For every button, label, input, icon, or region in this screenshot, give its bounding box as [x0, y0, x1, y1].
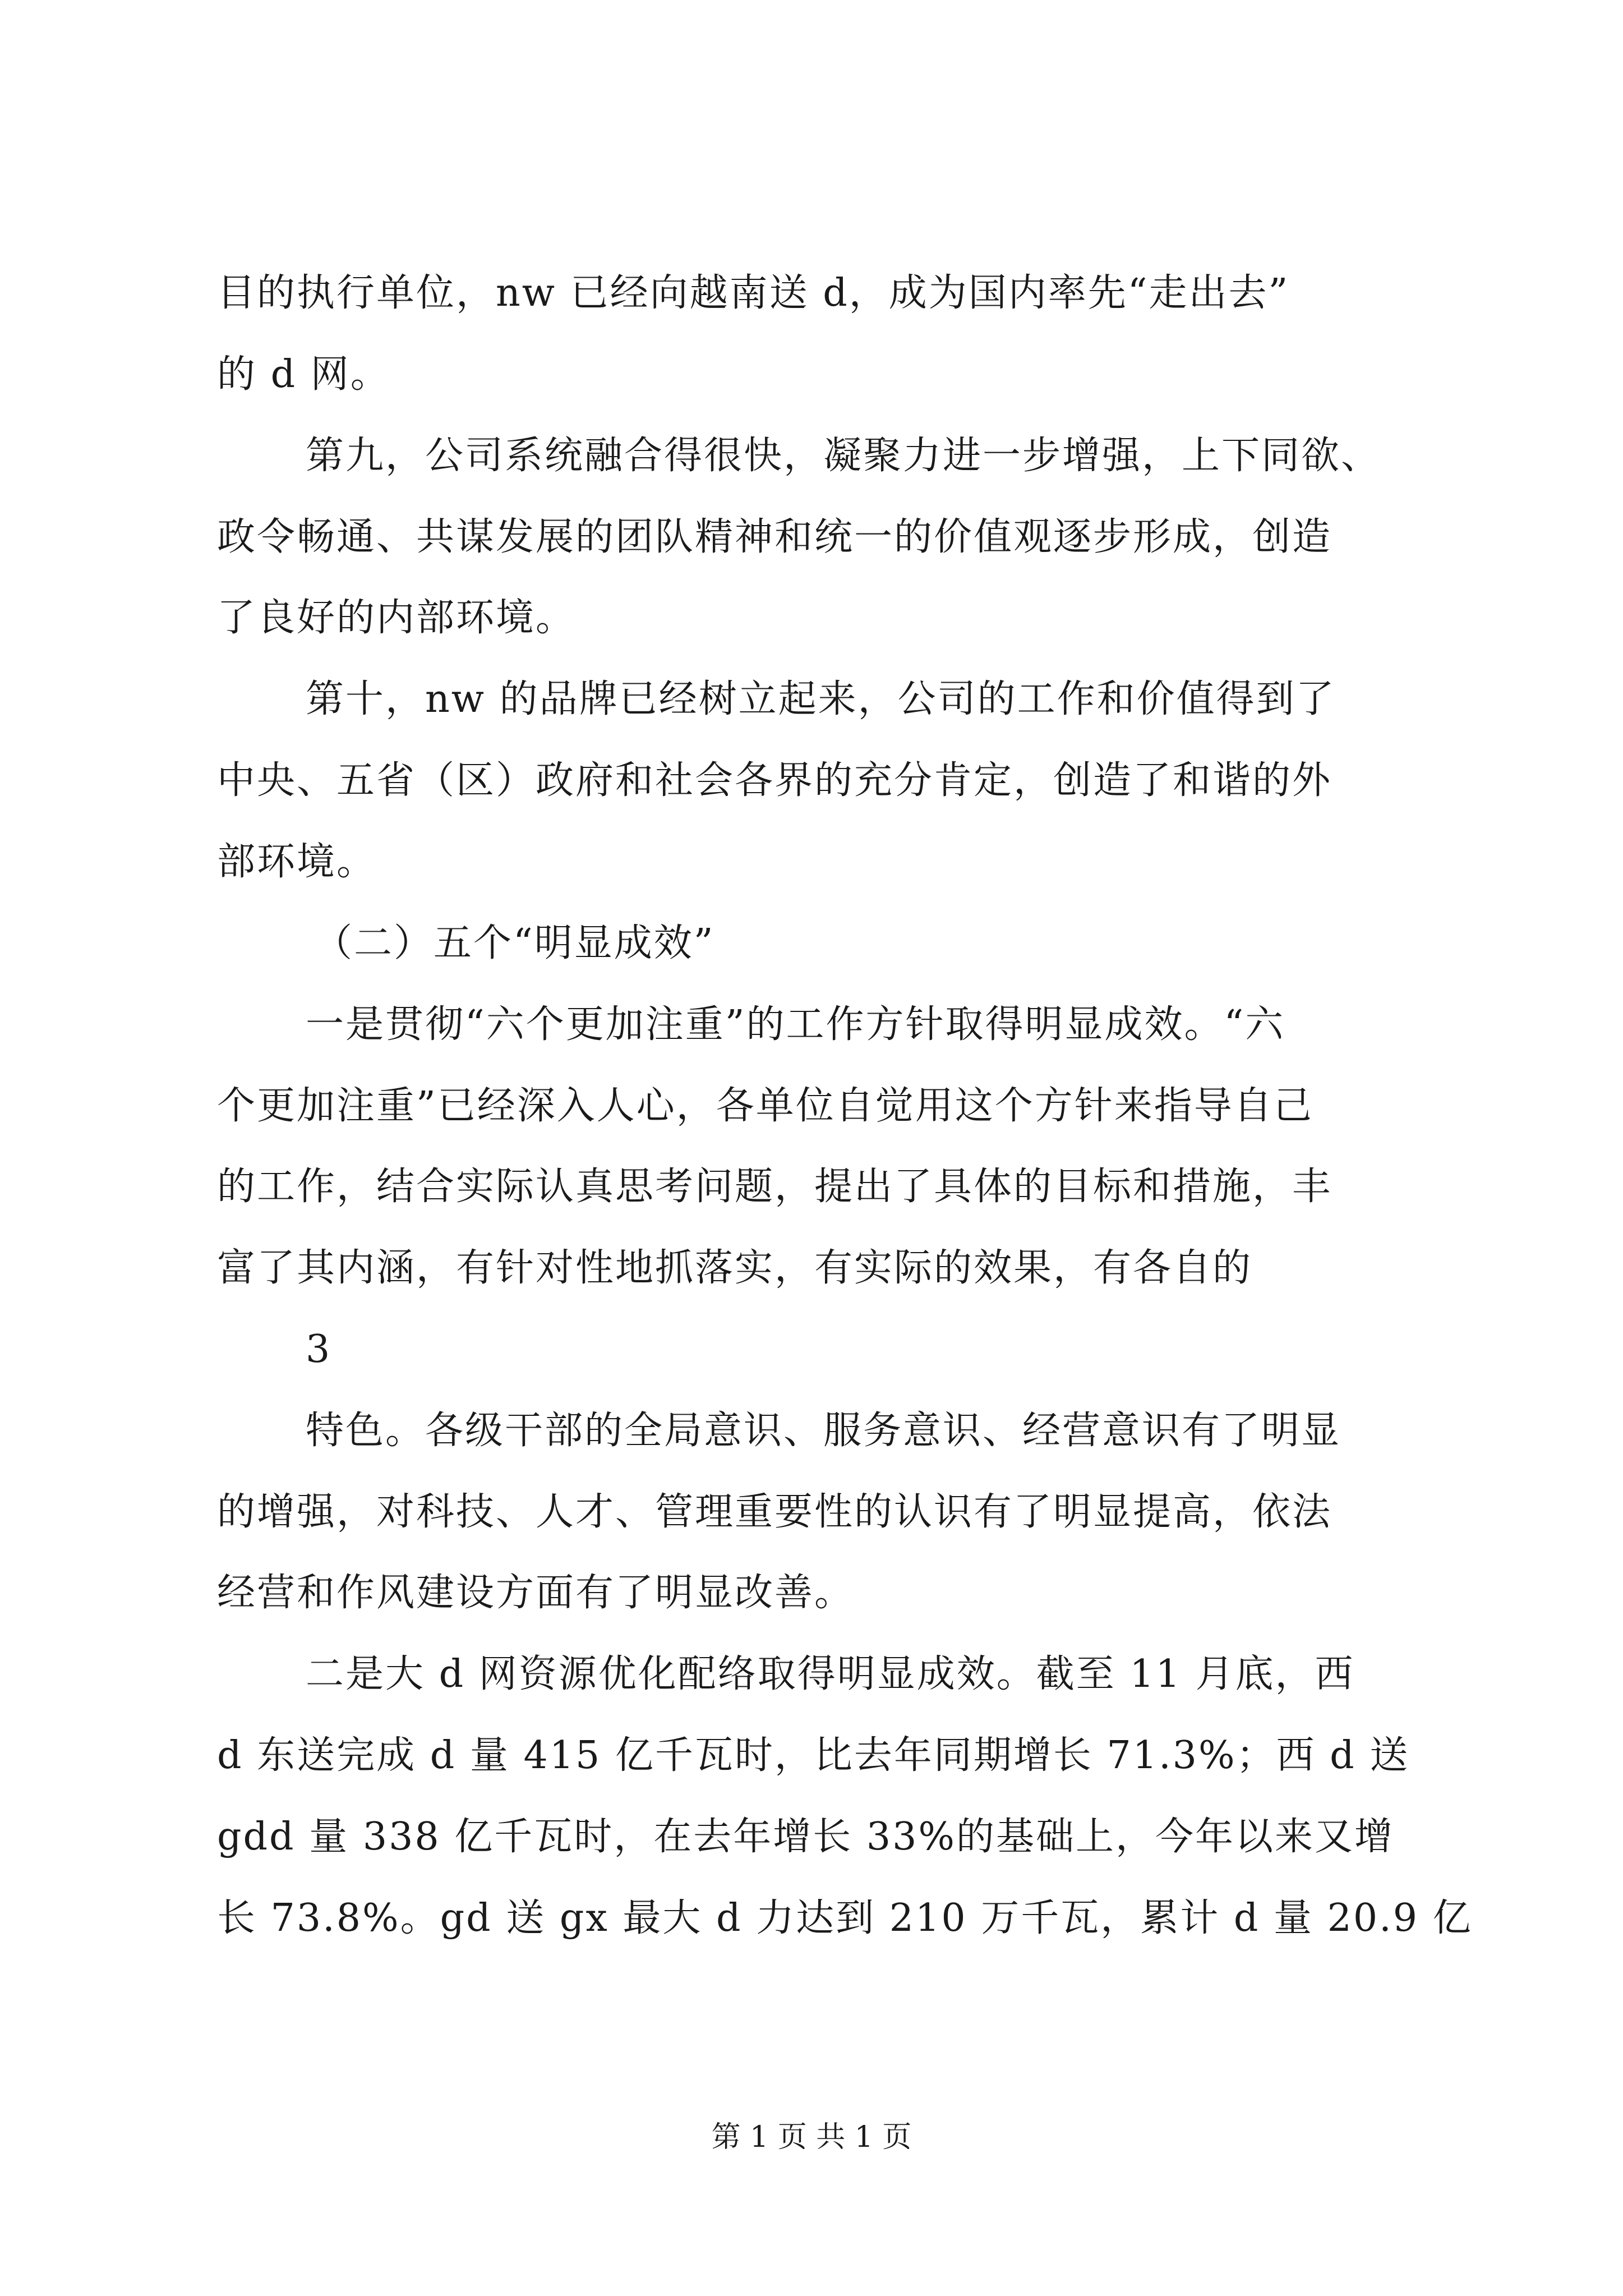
inline-page-number: 3 — [306, 1327, 332, 1372]
paragraph-line: 长 73.8%。gd 送 gx 最大 d 力达到 210 万千瓦，累计 d 量 20.9 亿 — [217, 1896, 1473, 1940]
paragraph-line: 第十，nw 的品牌已经树立起来，公司的工作和价值得到了 — [306, 677, 1336, 721]
paragraph-line: d 东送完成 d 量 415 亿千瓦时，比去年同期增长 71.3%；西 d 送 — [217, 1733, 1410, 1778]
paragraph-line: 政令畅通、共谋发展的团队精神和统一的价值观逐步形成，创造 — [217, 515, 1332, 559]
paragraph-line: 富了其内涵，有针对性地抓落实，有实际的效果，有各自的 — [217, 1246, 1253, 1290]
paragraph-line: 的增强，对科技、人才、管理重要性的认识有了明显提高，依法 — [217, 1490, 1332, 1534]
section-heading: （二）五个“明显成效” — [314, 921, 715, 965]
paragraph-line: 第九，公司系统融合得很快，凝聚力进一步增强，上下同欲、 — [306, 434, 1381, 478]
paragraph-line: 了良好的内部环境。 — [217, 596, 576, 640]
paragraph-line: 的工作，结合实际认真思考问题，提出了具体的目标和措施，丰 — [217, 1165, 1332, 1209]
paragraph-line: 中央、五省（区）政府和社会各界的充分肯定，创造了和谐的外 — [217, 758, 1332, 803]
paragraph-line: 二是大 d 网资源优化配络取得明显成效。截至 11 月底，西 — [306, 1652, 1355, 1696]
paragraph-line: 一是贯彻“六个更加注重”的工作方针取得明显成效。“六 — [306, 1002, 1285, 1047]
paragraph-line: 特色。各级干部的全局意识、服务意识、经营意识有了明显 — [306, 1409, 1341, 1453]
paragraph-line: 个更加注重”已经深入人心，各单位自觉用这个方针来指导自己 — [217, 1084, 1313, 1128]
paragraph-line: gdd 量 338 亿千瓦时，在去年增长 33%的基础上，今年以来又增 — [217, 1815, 1394, 1859]
paragraph-line: 目的执行单位，nw 已经向越南送 d，成为国内率先“走出去” — [217, 271, 1290, 315]
page-footer: 第 1 页 共 1 页 — [711, 2120, 912, 2154]
paragraph-line: 部环境。 — [217, 840, 377, 884]
paragraph-line: 经营和作风建设方面有了明显改善。 — [217, 1571, 855, 1615]
paragraph-line: 的 d 网。 — [217, 352, 390, 397]
